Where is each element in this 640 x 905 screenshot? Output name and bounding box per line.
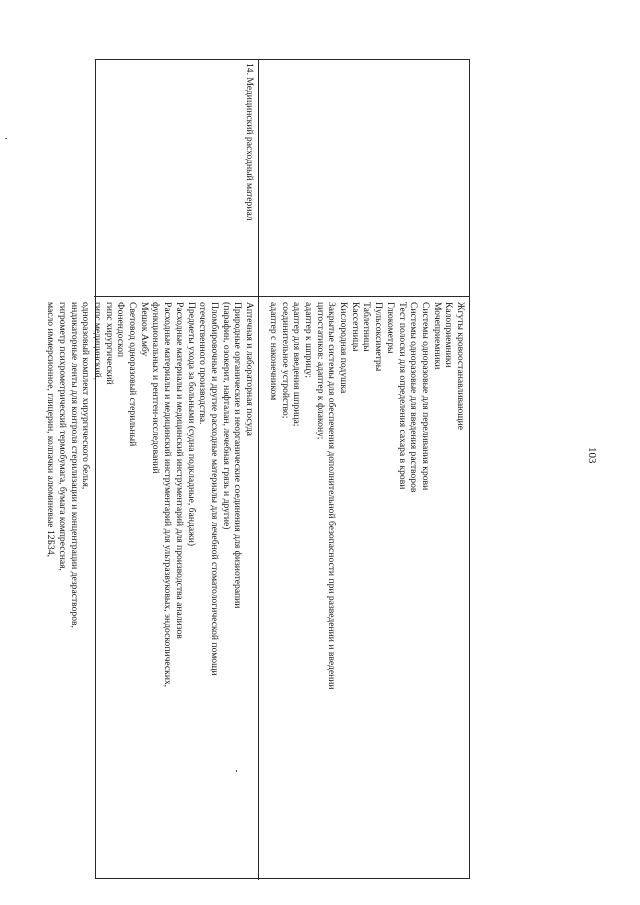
row-divider [258,60,259,880]
list-item: Тест полоски для определения сахара в крови [396,302,408,490]
list-item: Аптечная и лабораторная посуда [244,302,255,436]
list-item: соединительное устройство; [279,302,291,419]
list-item: Мочеприемники [431,302,443,370]
list-item: адаптер к шприцу; [303,302,315,379]
list-item: Предметы ухода за больными (судна подкладные, бандажи) [185,302,197,547]
list-item: Системы одноразовые для введения растворов [408,302,420,493]
list-item: Световод одноразовый стерильный [127,302,139,447]
row-14-items [45,302,255,687]
list-item: цитостатиков: адаптер к флакону; [314,302,326,440]
row-14-category: 14. Медицинский расходный материал [244,63,255,221]
list-item: гигрометр психрометрический термобумага, бумага компрессная, [57,302,68,571]
list-item: гипс хирургический [103,302,115,385]
rotated-table-area [45,59,470,879]
page-number: 103 [586,447,598,464]
list-item: функциональных и рентген-исследований [150,302,162,474]
list-item: Калоприемники [443,302,455,368]
scan-speck [236,770,237,772]
list-item: Жгуты кровоостанавливающие [455,302,466,431]
list-item: Кислородная подушка [338,302,350,394]
materials-table [45,59,470,879]
column-divider [94,296,469,297]
list-item: масло иммерсионное, глицерин, колпачки алюминевые 12Б34, [45,302,57,558]
list-item: индикаторные ленты для контроля стерилизации и концентрации дезрастворов, [68,302,80,628]
list-item: адаптер для введения шприца; [291,302,303,427]
list-item: (парафин, озокерит, нафталан, лечебная грязь и другие) [220,302,232,530]
list-item: отечественного производства. [197,302,209,425]
list-item: одноразовый комплект хирургического белья, [80,302,92,490]
list-item: Системы одноразовые для переливания крови [419,302,431,491]
upper-row-items [267,302,466,690]
list-item: Кассетницы [349,302,361,352]
list-item: Закрытые системы для обеспечения дополнительной безопасности при разведении и введении [326,302,338,690]
scan-speck [5,138,7,139]
list-item: Природные органические и неорганические соединения для физиотерапии [232,302,244,609]
list-item: Фонендоскоп [115,302,127,358]
list-item: гипс медицинский, [92,302,104,381]
list-item: Пломбировочные и другие расходные материалы для лечебной стоматологической помощи [208,302,220,676]
list-item: Глюкометры [384,302,396,354]
list-item: Мешок Амбу [138,302,150,357]
list-item: Таблетницы [361,302,373,352]
list-item: Расходные материалы и медицинский инструментарий для ультразвуковых, эндоскопических, [162,302,174,688]
list-item: адаптер с наконечником [268,302,279,401]
list-item: Расходные материалы и медицинский инструментарий для производства анализов [173,302,185,639]
list-item: Пульсоксиметры [373,302,385,372]
